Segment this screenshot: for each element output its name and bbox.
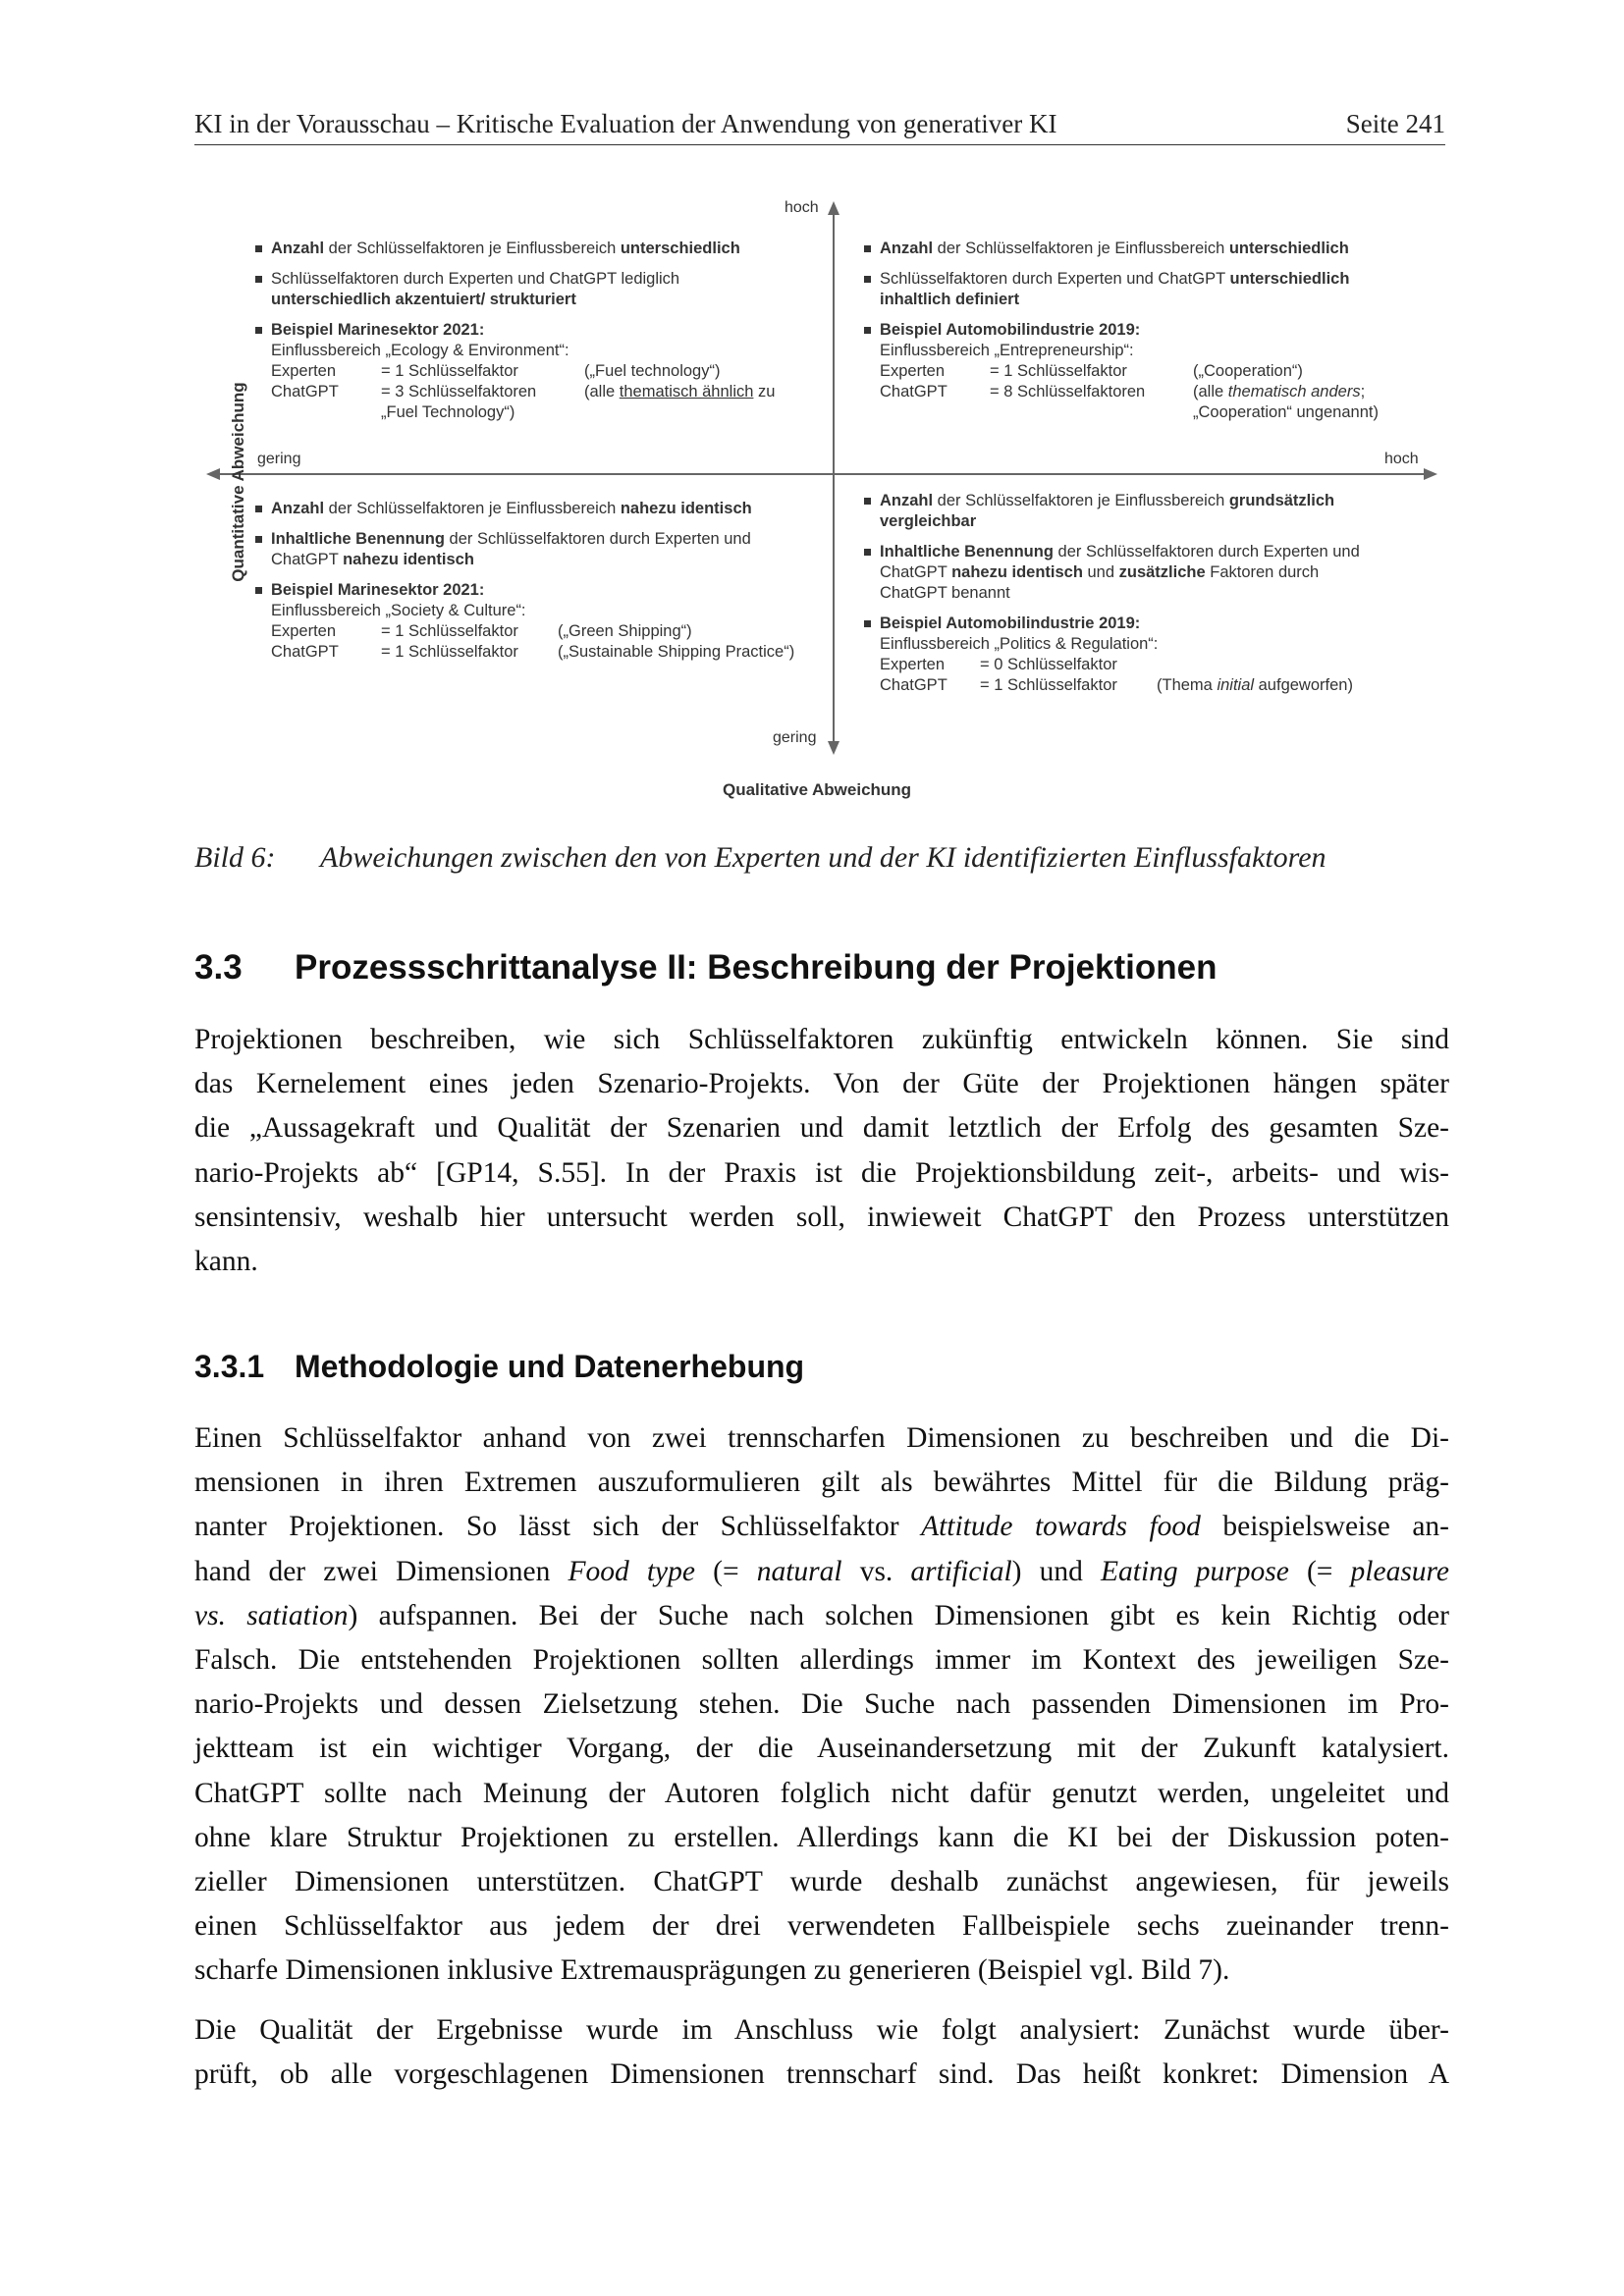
paragraph-1: [194, 1018, 1449, 1284]
caption-label: Bild 6:: [194, 841, 276, 874]
example-area: Einflussbereich „Entrepreneurship“:: [880, 342, 1134, 359]
bullet: Anzahl der Schlüsselfaktoren je Einflussbereich nahezu identisch: [253, 499, 823, 519]
bullet: Beispiel Marinesektor 2021:: [253, 580, 823, 601]
text-line: vs. satiation) aufspannen. Bei der Suche nach solchen Dimensionen gibt es kein Richtig oder: [194, 1599, 1449, 1631]
y-axis-title: Quantitative Abweichung: [229, 382, 247, 582]
text-line: scharfe Dimensionen inklusive Extremausprägungen zu generieren (Beispiel vgl. Bild 7).: [194, 1954, 1230, 1987]
x-axis-title: Qualitative Abweichung: [723, 780, 912, 799]
axis-label-bottom: gering: [773, 729, 817, 746]
bullet: Inhaltliche Benennung der Schlüsselfaktoren durch Experten und ChatGPT nahezu identisch und zusätzliche Faktoren durch ChatGPT benannt: [862, 542, 1441, 604]
text-line: Die Qualität der Ergebnisse wurde im Anschluss wie folgt analysiert: Zunächst wurde über-: [194, 2014, 1449, 2046]
example-row: Experten = 1 Schlüsselfaktor („Green Shipping“): [271, 622, 692, 640]
quadrant-bottom-right: [862, 491, 1441, 696]
bullet: Anzahl der Schlüsselfaktoren je Einflussbereich grundsätzlich vergleichbar: [862, 491, 1441, 532]
figure-quadrant-diagram: [194, 191, 1451, 820]
text-line: Projektionen beschreiben, wie sich Schlüsselfaktoren zukünftig entwickeln können. Sie sind: [194, 1024, 1449, 1055]
axis-label-right: hoch: [1384, 451, 1419, 467]
axis-label-left: gering: [257, 451, 301, 467]
example-row: „Fuel Technology“): [381, 403, 515, 421]
text-line: mensionen in ihren Extremen auszuformulieren gilt als bewährtes Mittel für die Bildung präg-: [194, 1467, 1449, 1499]
quadrant-bottom-left: [253, 499, 823, 663]
bullet: Inhaltliche Benennung der Schlüsselfaktoren durch Experten und ChatGPT nahezu identisch: [253, 529, 823, 570]
section-number: 3.3: [194, 948, 243, 987]
example-row: ChatGPT = 1 Schlüsselfaktor („Sustainable Shipping Practice“): [271, 643, 795, 661]
text-line: prüft, ob alle vorgeschlagenen Dimensionen trennscharf sind. Das heißt konkret: Dimension A: [194, 2058, 1449, 2091]
bullet: Beispiel Automobilindustrie 2019:: [862, 614, 1441, 634]
subsection-number: 3.3.1: [194, 1349, 265, 1384]
text-line: nario-Projekts ab“ [GP14, S.55]. In der Praxis ist die Projektionsbildung zeit-, arbeits- und wis-: [194, 1156, 1449, 1189]
text-line: ChatGPT sollte nach Meinung der Autoren folglich nicht dafür genutzt werden, ungeleitet und: [194, 1777, 1449, 1809]
example-row: ChatGPT = 1 Schlüsselfaktor (Thema initial aufgeworfen): [880, 676, 1353, 694]
figure-caption: [194, 841, 1451, 875]
text-line: hand der zwei Dimensionen Food type (= natural vs. artificial) und Eating purpose (= pleasure: [194, 1555, 1450, 1587]
example-row: „Cooperation“ ungenannt): [1193, 403, 1379, 421]
page-header: [194, 105, 1445, 145]
subsection-title: Methodologie und Datenerhebung: [295, 1349, 805, 1384]
bullet: Anzahl der Schlüsselfaktoren je Einflussbereich unterschiedlich: [862, 239, 1441, 259]
quadrant-top-right: [862, 239, 1441, 423]
text-line: Falsch. Die entstehenden Projektionen sollten allerdings immer im Kontext des jeweiligen Sze-: [194, 1643, 1449, 1676]
bullet: Beispiel Marinesektor 2021:: [253, 320, 823, 341]
horizontal-axis-arrow-right: [1424, 468, 1437, 480]
paragraph-3: [194, 2008, 1449, 2097]
subsection-heading: [194, 1349, 804, 1385]
section-heading: [194, 948, 1217, 988]
example-area: Einflussbereich „Politics & Regulation“:: [880, 635, 1159, 653]
quadrant-top-left: [253, 239, 823, 423]
text-line: Einen Schlüsselfaktor anhand von zwei trennscharfen Dimensionen zu beschreiben und die Di-: [194, 1422, 1449, 1454]
text-line: einen Schlüsselfaktor aus jedem der drei verwendeten Fallbeispiele sechs zueinander trenn-: [194, 1910, 1449, 1943]
bullet: Schlüsselfaktoren durch Experten und ChatGPT unterschiedlich inhaltlich definiert: [862, 269, 1441, 310]
example-row: ChatGPT = 8 Schlüsselfaktoren (alle thematisch anders;: [880, 383, 1366, 400]
vertical-axis-arrow-up: [828, 201, 839, 215]
paragraph-2: [194, 1416, 1449, 1993]
example-area: Einflussbereich „Ecology & Environment“:: [271, 342, 569, 359]
text-line: sensintensiv, weshalb hier untersucht werden soll, inwieweit ChatGPT den Prozess unterstützen: [194, 1201, 1449, 1233]
page-number: Seite 241: [1345, 109, 1445, 138]
bullet: Beispiel Automobilindustrie 2019:: [862, 320, 1441, 341]
text-line: kann.: [194, 1245, 258, 1277]
example-area: Einflussbereich „Society & Culture“:: [271, 602, 526, 619]
example-row: Experten = 1 Schlüsselfaktor („Fuel technology“): [271, 362, 721, 380]
axis-label-top: hoch: [785, 199, 819, 216]
section-title: Prozessschrittanalyse II: Beschreibung der Projektionen: [295, 948, 1218, 987]
running-title: KI in der Vorausschau – Kritische Evaluation der Anwendung von generativer KI: [194, 109, 1057, 138]
example-row: ChatGPT = 3 Schlüsselfaktoren (alle thematisch ähnlich zu: [271, 383, 776, 400]
text-line: nario-Projekts und dessen Zielsetzung stehen. Die Suche nach passenden Dimensionen im Pro-: [194, 1688, 1449, 1721]
text-line: jektteam ist ein wichtiger Vorgang, der die Auseinandersetzung mit der Zukunft katalysiert.: [194, 1733, 1449, 1765]
caption-text: Abweichungen zwischen den von Experten und der KI identifizierten Einflussfaktoren: [320, 841, 1326, 874]
text-line: das Kernelement eines jeden Szenario-Projekts. Von der Güte der Projektionen hängen später: [194, 1068, 1449, 1100]
text-line: zieller Dimensionen unterstützen. ChatGPT wurde deshalb zunächst angewiesen, für jeweils: [194, 1865, 1449, 1897]
horizontal-axis-arrow-left: [206, 468, 220, 480]
text-line: die „Aussagekraft und Qualität der Szenarien und damit letztlich der Erfolg des gesamten Sze-: [194, 1112, 1449, 1145]
example-row: Experten = 1 Schlüsselfaktor („Cooperation“): [880, 362, 1303, 380]
bullet: Schlüsselfaktoren durch Experten und ChatGPT lediglich unterschiedlich akzentuiert/ strukturiert: [253, 269, 823, 310]
bullet: Anzahl der Schlüsselfaktoren je Einflussbereich unterschiedlich: [253, 239, 823, 259]
vertical-axis-arrow-down: [828, 741, 839, 755]
text-line: ohne klare Struktur Projektionen zu erstellen. Allerdings kann die KI bei der Diskussion poten-: [194, 1821, 1449, 1853]
text-line: nanter Projektionen. So lässt sich der Schlüsselfaktor Attitude towards food beispielsweise an-: [194, 1511, 1449, 1543]
example-row: Experten = 0 Schlüsselfaktor: [880, 656, 1117, 673]
